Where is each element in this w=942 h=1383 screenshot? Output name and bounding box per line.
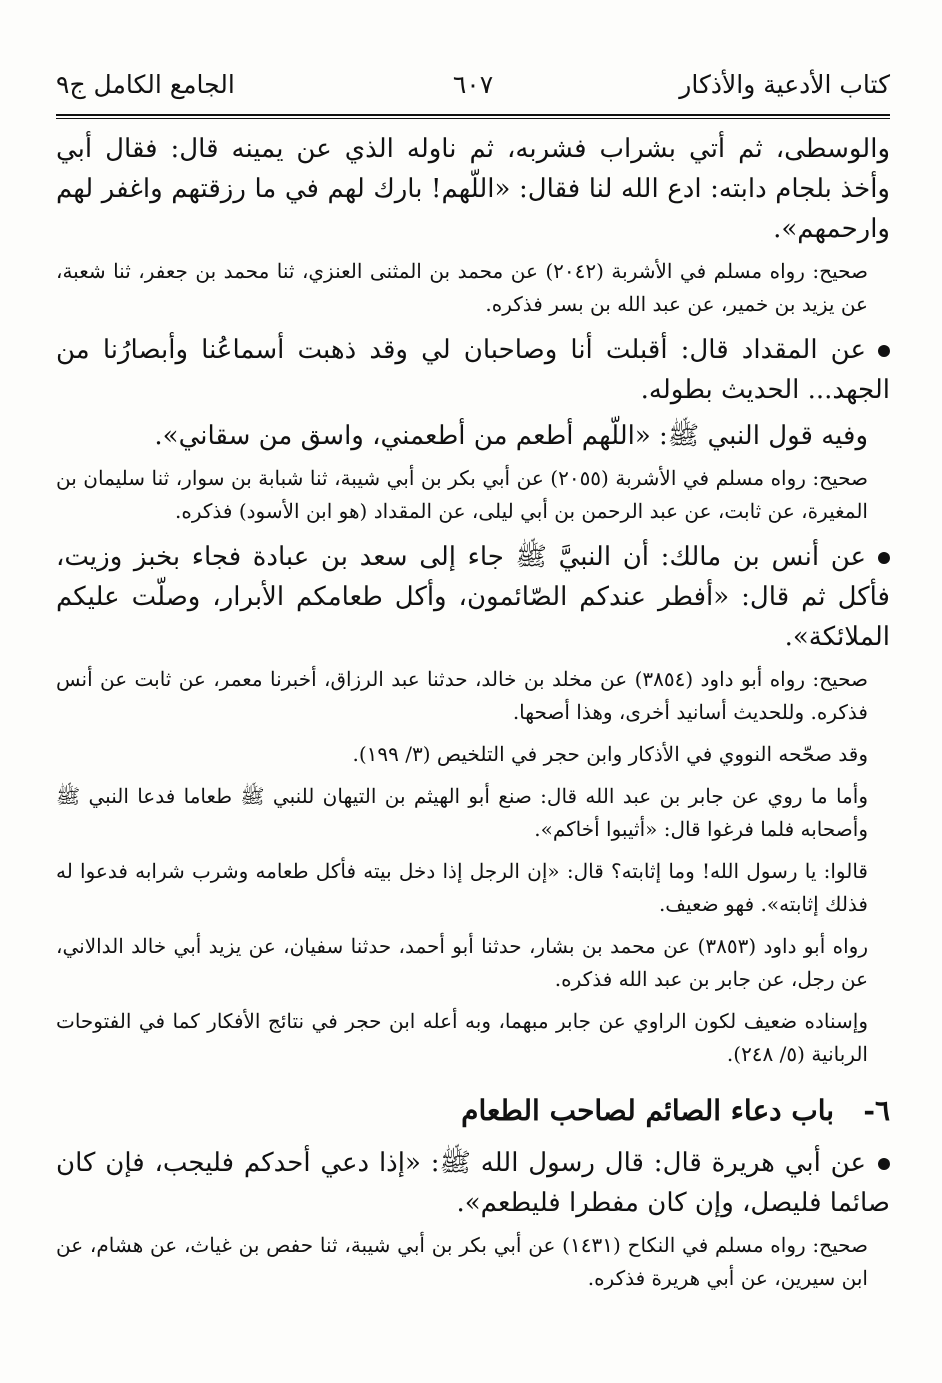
bullet-icon [878, 1158, 890, 1170]
paragraph-text: وأما ما روي عن جابر بن عبد الله قال: صنع أبو الهيثم بن التيهان للنبي ﷺ طعاما فدعا النبي ﷺ وأصحابه فلما فرغوا قال: «أثيبوا أخاكم». [56, 784, 868, 841]
citation-paragraph [56, 1005, 890, 1071]
paragraph-text: رواه أبو داود (٣٨٥٣) عن محمد بن بشار، حدثنا أبو أحمد، حدثنا سفيان، عن يزيد أبي خالد الدالاني، عن رجل، عن جابر بن عبد الله فذكره. [56, 934, 868, 991]
paragraph-text: عن المقداد قال: أقبلت أنا وصاحبان لي وقد ذهبت أسماعُنا وأبصارُنا من الجهد... الحديث بطوله. [56, 335, 890, 405]
paragraph-text: صحيح: رواه مسلم في الأشربة (٢٠٤٢) عن محمد بن المثنى العنزي، ثنا محمد بن جعفر، ثنا شعبة، عن يزيد بن خمير، عن عبد الله بن بسر فذكره. [56, 259, 868, 316]
citation-paragraph [56, 780, 890, 846]
section-number: ٦- [863, 1094, 890, 1127]
section-paragraph-list [56, 1143, 890, 1295]
paragraph-text: صحيح: رواه مسلم في النكاح (١٤٣١) عن أبي بكر بن أبي شيبة، ثنا حفص بن غياث، عن هشام، عن ابن سيرين، عن أبي هريرة فذكره. [56, 1233, 869, 1290]
citation-paragraph [56, 462, 890, 528]
paragraph-text: صحيح: رواه أبو داود (٣٨٥٤) عن مخلد بن خالد، حدثنا عبد الرزاق، أخبرنا معمر، عن ثابت عن أنس فذكره. وللحديث أسانيد أخرى، وهذا أصحها. [56, 667, 868, 724]
paragraph-text: وفيه قول النبي ﷺ: «اللّهم أطعم من أطعمني، واسق من سقاني». [154, 421, 868, 451]
citation-paragraph [56, 1229, 890, 1295]
hadith-paragraph [56, 129, 890, 249]
bullet-icon [878, 345, 890, 357]
paragraph-text: عن أنس بن مالك: أن النبيَّ ﷺ جاء إلى سعد بن عبادة فجاء بخبز وزيت، فأكل ثم قال: «أفطر عندكم الصّائمون، وأكل طعامكم الأبرار، وصلّت عليكم الملائكة». [56, 542, 890, 652]
citation-paragraph [56, 930, 890, 996]
paragraph-text: عن أبي هريرة قال: قال رسول الله ﷺ: «إذا دعي أحدكم فليجب، فإن كان صائما فليصل، وإن كان مفطرا فليطعم». [56, 1148, 890, 1218]
hadith-paragraph [56, 537, 890, 657]
paragraph-text: صحيح: رواه مسلم في الأشربة (٢٠٥٥) عن أبي بكر بن أبي شيبة، ثنا شبابة بن سوار، ثنا سليمان بن المغيرة، عن ثابت، عن عبد الرحمن بن أبي ليلى، عن المقداد (هو ابن الأسود) فذكره. [56, 466, 869, 523]
citation-paragraph [56, 663, 890, 729]
section-heading [56, 1089, 890, 1133]
bullet-icon [878, 552, 890, 564]
book-section-title: كتاب الأدعية والأذكار [679, 70, 890, 99]
collection-title: الجامع الكامل ج٩ [56, 70, 235, 99]
hadith-paragraph [56, 330, 890, 410]
citation-paragraph [56, 255, 890, 321]
header-rule-thick [56, 114, 890, 116]
header-rule-thin [56, 118, 890, 119]
citation-paragraph [56, 855, 890, 921]
paragraph-list [56, 129, 890, 1071]
hadith-paragraph [56, 416, 890, 456]
paragraph-text: والوسطى، ثم أتي بشراب فشربه، ثم ناوله الذي عن يمينه قال: فقال أبي وأخذ بلجام دابته: ادع الله لنا فقال: «اللّهم! بارك لهم في ما رزقتهم واغفر لهم وارحمهم». [56, 134, 890, 244]
paragraph-text: وإسناده ضعيف لكون الراوي عن جابر مبهما، وبه أعله ابن حجر في نتائج الأفكار كما في الفتوحات الربانية (٥/ ٢٤٨). [56, 1009, 868, 1066]
page-number: ٦٠٧ [452, 70, 494, 99]
paragraph-text: وقد صحّحه النووي في الأذكار وابن حجر في التلخيص (٣/ ١٩٩). [352, 742, 868, 766]
citation-paragraph [56, 738, 890, 771]
hadith-paragraph [56, 1143, 890, 1223]
paragraph-text: قالوا: يا رسول الله! وما إثابته؟ قال: «إن الرجل إذا دخل بيته فأكل طعامه وشرب شرابه فدعوا له فذلك إثابته». فهو ضعيف. [56, 859, 868, 916]
running-header [56, 62, 890, 114]
page-body [56, 129, 890, 1295]
section-title: باب دعاء الصائم لصاحب الطعام [461, 1094, 835, 1127]
